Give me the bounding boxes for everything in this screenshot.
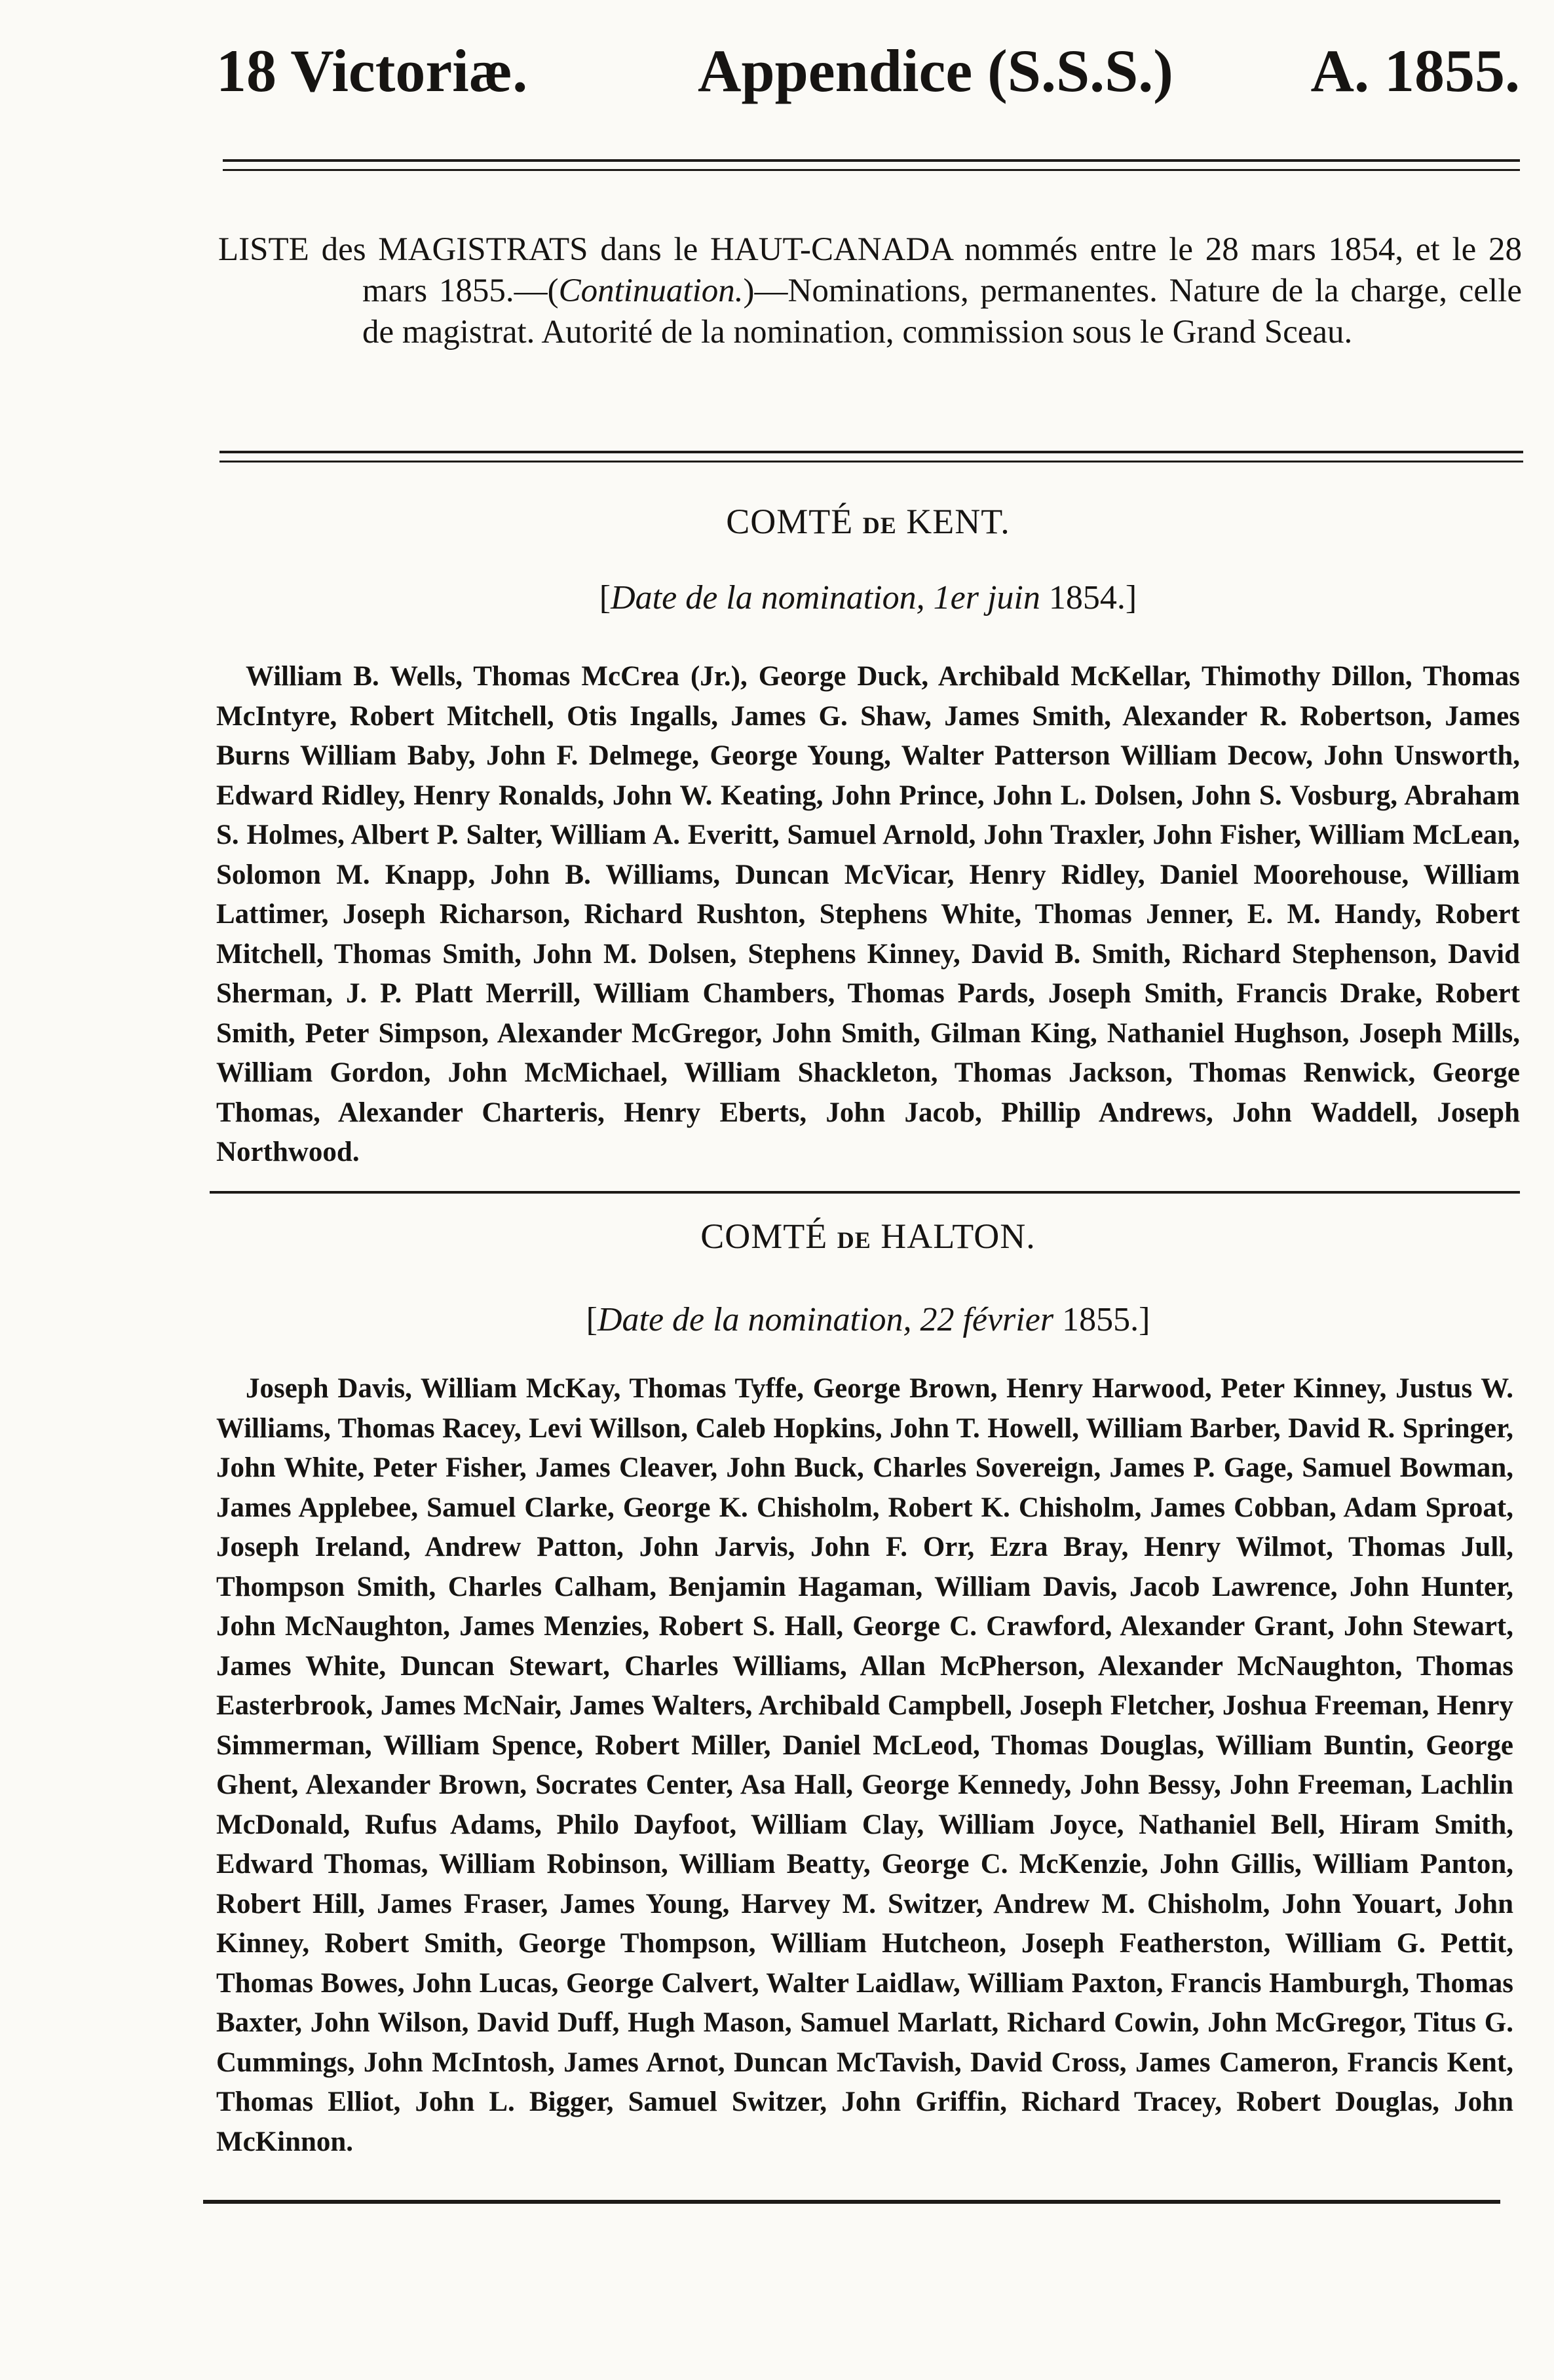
- running-head-session: 18 Victoriæ.: [216, 37, 528, 104]
- running-head-year: A. 1855.: [1310, 37, 1520, 104]
- date-open-bracket: [: [599, 579, 611, 616]
- list-heading-text-after: )—Nominations, permanentes. Nature de la charge, celle de magistrat. Autorité de la nomination, commission sous le Grand Sceau.: [362, 273, 1522, 350]
- section-title-de: DE: [837, 1227, 871, 1253]
- page-end-rule: [203, 2200, 1500, 2204]
- date-label: Date de la nomination,: [611, 579, 925, 616]
- list-heading-text-before: des MAGISTRATS dans le HAUT-CANADA nommés entre le 28 mars 1854, et le 28 mars 1855.—(: [321, 231, 1522, 309]
- date-day: 1er juin: [933, 579, 1040, 616]
- section-title-kent: [216, 501, 1520, 542]
- section-date-halton: [216, 1300, 1520, 1339]
- running-head: [216, 36, 1520, 121]
- running-head-appendix: Appendice (S.S.S.): [698, 37, 1173, 104]
- section-title-halton: [216, 1216, 1520, 1256]
- magistrate-names-kent: William B. Wells, Thomas McCrea (Jr.), George Duck, Archibald McKellar, Thimothy Dillon, Thomas McIntyre, Robert Mitchell, Otis Ingalls, James G. Shaw, James Smith, Alexander R. Robertson, James Burns William Baby, John F. Delmege, George Young, Walter Patterson William Decow, John Unsworth, Edward Ridley, Henry Ronalds, John W. Keating, John Prince, John L. Dolsen, John S. Vosburg, Abraham S. Holmes, Albert P. Salter, William A. Everitt, Samuel Arnold, John Traxler, John Fisher, William McLean, Solomon M. Knapp, John B. Williams, Duncan McVicar, Henry Ridley, Daniel Moorehouse, William Lattimer, Joseph Richarson, Richard Rushton, Stephens White, Thomas Jenner, E. M. Handy, Robert Mitchell, Thomas Smith, John M. Dolsen, Stephens Kinney, David B. Smith, Richard Stephenson, David Sherman, J. P. Platt Merrill, William Chambers, Thomas Pards, Joseph Smith, Francis Drake, Robert Smith, Peter Simpson, Alexander McGregor, John Smith, Gilman King, Nathaniel Hughson, Joseph Mills, William Gordon, John McMichael, William Shackleton, Thomas Jackson, Thomas Renwick, George Thomas, Alexander Charteris, Henry Eberts, John Jacob, Phillip Andrews, John Waddell, Joseph Northwood.: [216, 661, 1520, 1167]
- date-label: Date de la nomination,: [597, 1301, 912, 1338]
- section-title-de: DE: [862, 512, 897, 538]
- section-title-county: KENT.: [906, 502, 1010, 541]
- list-heading: [218, 229, 1522, 353]
- date-open-bracket: [: [586, 1301, 597, 1338]
- intro-double-rule: [219, 451, 1523, 463]
- section-title-comte: COMTÉ: [700, 1217, 828, 1256]
- date-year: 1854.]: [1048, 579, 1137, 616]
- section-title-comte: COMTÉ: [726, 502, 854, 541]
- list-heading-label: LISTE: [218, 231, 309, 268]
- section-title-county: HALTON.: [881, 1217, 1036, 1256]
- magistrate-names-halton: Joseph Davis, William McKay, Thomas Tyffe, George Brown, Henry Harwood, Peter Kinney, Justus W. Williams, Thomas Racey, Levi Willson, Caleb Hopkins, John T. Howell, William Barber, David R. Springer, John White, Peter Fisher, James Cleaver, John Buck, Charles Sovereign, James P. Gage, Samuel Bowman, James Applebee, Samuel Clarke, George K. Chisholm, Robert K. Chisholm, James Cobban, Adam Sproat, Joseph Ireland, Andrew Patton, John Jarvis, John F. Orr, Ezra Bray, Henry Wilmot, Thomas Jull, Thompson Smith, Charles Calham, Benjamin Hagaman, William Davis, Jacob Lawrence, John Hunter, John McNaughton, James Menzies, Robert S. Hall, George C. Crawford, Alexander Grant, John Stewart, James White, Duncan Stewart, Charles Williams, Allan McPherson, Alexander McNaughton, Thomas Easterbrook, James McNair, James Walters, Archibald Campbell, Joseph Fletcher, Joshua Freeman, Henry Simmerman, William Spence, Robert Miller, Daniel McLeod, Thomas Douglas, William Buntin, George Ghent, Alexander Brown, Socrates Center, Asa Hall, George Kennedy, John Bessy, John Freeman, Lachlin McDonald, Rufus Adams, Philo Dayfoot, William Clay, William Joyce, Nathaniel Bell, Hiram Smith, Edward Thomas, William Robinson, William Beatty, George C. McKenzie, John Gillis, William Panton, Robert Hill, James Fraser, James Young, Harvey M. Switzer, Andrew M. Chisholm, John Youart, John Kinney, Robert Smith, George Thompson, William Hutcheon, Joseph Featherston, William G. Pettit, Thomas Bowes, John Lucas, George Calvert, Walter Laidlaw, William Paxton, Francis Hamburgh, Thomas Baxter, John Wilson, David Duff, Hugh Mason, Samuel Marlatt, Richard Cowin, John McGregor, Titus G. Cummings, John McIntosh, James Arnot, Duncan McTavish, David Cross, James Cameron, Francis Kent, Thomas Elliot, John L. Bigger, Samuel Switzer, John Griffin, Richard Tracey, Robert Douglas, John McKinnon.: [216, 1373, 1513, 2157]
- date-year: 1855.]: [1062, 1301, 1150, 1338]
- date-day: 22 février: [920, 1301, 1054, 1338]
- section-date-kent: [216, 578, 1520, 617]
- list-heading-continuation: Continuation.: [558, 273, 744, 309]
- section-divider-rule: [210, 1191, 1520, 1194]
- header-double-rule: [223, 159, 1520, 171]
